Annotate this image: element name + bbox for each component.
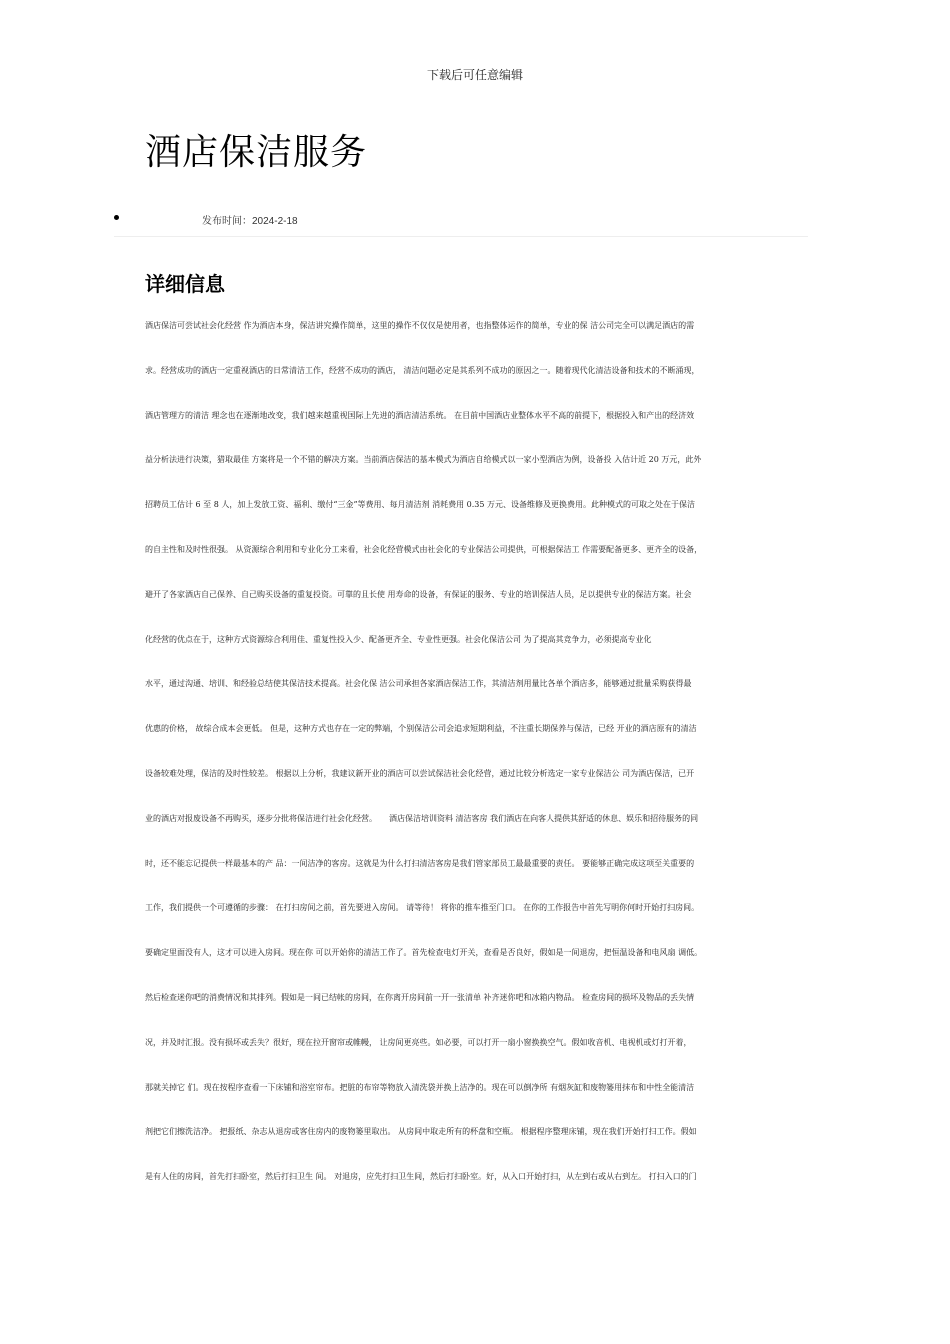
body-line: 那就关掉它 们。现在按程序查看一下床铺和浴室帘布。把脏的布帘等物放入清洗袋并换上洁净的。现在可以倒净所 有烟灰缸和废物篓用抹布和中性全能清洁 bbox=[145, 1082, 695, 1092]
body-line: 求。经营成功的酒店一定重视酒店的日常清洁工作，经营不成功的酒店， 清洁问题必定是其系列不成功的原因之一。随着现代化清洁设备和技术的不断涌现， bbox=[145, 365, 700, 375]
body-line: 况，并及时汇报。没有损坏或丢失？很好，现在拉开窗帘或帷幔， 让房间更亮些。如必要，可以打开一扇小窗换换空气。假如收音机、电视机或灯打开着， bbox=[145, 1037, 692, 1047]
body-line: 设备较难处理，保洁的及时性较差。 根据以上分析，我建议新开业的酒店可以尝试保洁社会化经营，通过比较分析选定一家专业保洁公 司为酒店保洁，已开 bbox=[145, 768, 695, 778]
body-line: 要确定里面没有人，这才可以进入房间。现在你 可以开始你的清洁工作了。首先检查电灯开关，查看是否良好，假如是一间退房，把恒温设备和电风扇 调低。 bbox=[145, 948, 703, 958]
publish-meta bbox=[114, 210, 808, 237]
body-line: 然后检查迷你吧的消费情况和其排列。假如是一间已结帐的房间，在你离开房间前一开一张清单 补齐迷你吧和冰箱内物品。 检查房间的损坏及物品的丢失情 bbox=[145, 992, 695, 1002]
body-line: 酒店保洁可尝试社会化经营 作为酒店本身，保洁讲究操作简单，这里的操作不仅仅是使用者，也指整体运作的简单，专业的保 洁公司完全可以满足酒店的需 bbox=[145, 321, 695, 330]
publish-date: 2024-2-18 bbox=[252, 216, 298, 227]
body-line: 避开了各家酒店自己保养、自己购买设备的重复投资。可靠的且长使 用寿命的设备，有保证的服务、专业的培训保洁人员，足以提供专业的保洁方案。社会 bbox=[145, 589, 692, 599]
section-heading: 详细信息 bbox=[145, 272, 225, 296]
body-line: 业的酒店对报废设备不再购买，逐步分批将保洁进行社会化经营。 酒店保洁培训资料 清洁客房 我们酒店在向客人提供其舒适的休息、娱乐和招待服务的同 bbox=[145, 813, 699, 823]
body-line: 招聘员工估计 6 至 8 人，加上发放工资、福利、缴付“三金”等费用、每月清洁剂 消耗费用 0.35 万元、设备维修及更换费用。此种模式的可取之处在于保洁 bbox=[145, 500, 695, 510]
page-title: 酒店保洁服务 bbox=[145, 132, 368, 173]
body-line: 工作，我们提供一个可遵循的步骤： 在打扫房间之前，首先要进入房间。 请等待！ 将你的推车推至门口。 在你的工作报告中首先写明你何时开始打扫房间。 bbox=[145, 903, 700, 913]
body-line: 优惠的价格， 故综合成本会更低。 但是，这种方式也存在一定的弊端，个别保洁公司会追求短期利益，不注重长期保养与保洁，已经 开业的酒店原有的清洁 bbox=[145, 724, 697, 734]
body-line: 酒店管理方的清洁 理念也在逐渐地改变，我们越来越重视国际上先进的酒店清洁系统。 在目前中国酒店业整体水平不高的前提下，根据投入和产出的经济效 bbox=[145, 410, 695, 420]
body-line: 化经营的优点在于，这种方式资源综合利用佳、重复性投入少、配备更齐全、专业性更强。社会化保洁公司 为了提高其竞争力，必须提高专业化 bbox=[145, 634, 652, 644]
publish-date-label bbox=[202, 212, 298, 227]
body-line: 水平，通过沟通、培训、和经验总结使其保洁技术提高。社会化保 洁公司承担各家酒店保洁工作，其清洁剂用量比各单个酒店多，能够通过批量采购获得最 bbox=[145, 679, 692, 689]
body-line: 益分析法进行决策，猎取最佳 方案将是一个不错的解决方案。当前酒店保洁的基本模式为酒店自给模式以一家小型酒店为例，设备投 入估计近 20 万元，此外 bbox=[145, 455, 702, 465]
body-line: 的自主性和及时性很强。 从资源综合利用和专业化分工来看，社会化经营模式由社会化的专业保洁公司提供，可根据保洁工 作需要配备更多、更齐全的设备， bbox=[145, 544, 703, 554]
article-body bbox=[145, 316, 807, 1212]
body-line: 剂把它们擦洗洁净。 把报纸、杂志从退房或客住房内的废物篓里取出。 从房间中取走所有的杯盘和空瓶。 根据程序整理床铺，现在我们开始打扫工作。假如 bbox=[145, 1127, 697, 1137]
body-line: 是有人住的房间，首先打扫卧室，然后打扫卫生 间。 对退房，应先打扫卫生间，然后打扫卧室。好，从入口开始打扫，从左到右或从右到左。 打扫入口的门 bbox=[145, 1172, 697, 1182]
body-line: 时，还不能忘记提供一样最基本的产 品：一间洁净的客房。这就是为什么打扫清洁客房是我们管家部员工最最重要的责任。 要能够正确完成这项至关重要的 bbox=[145, 858, 695, 868]
header-note: 下载后可任意编辑 bbox=[426, 68, 523, 82]
publish-label-text: 发布时间： bbox=[202, 216, 252, 227]
bullet-icon bbox=[114, 215, 119, 220]
